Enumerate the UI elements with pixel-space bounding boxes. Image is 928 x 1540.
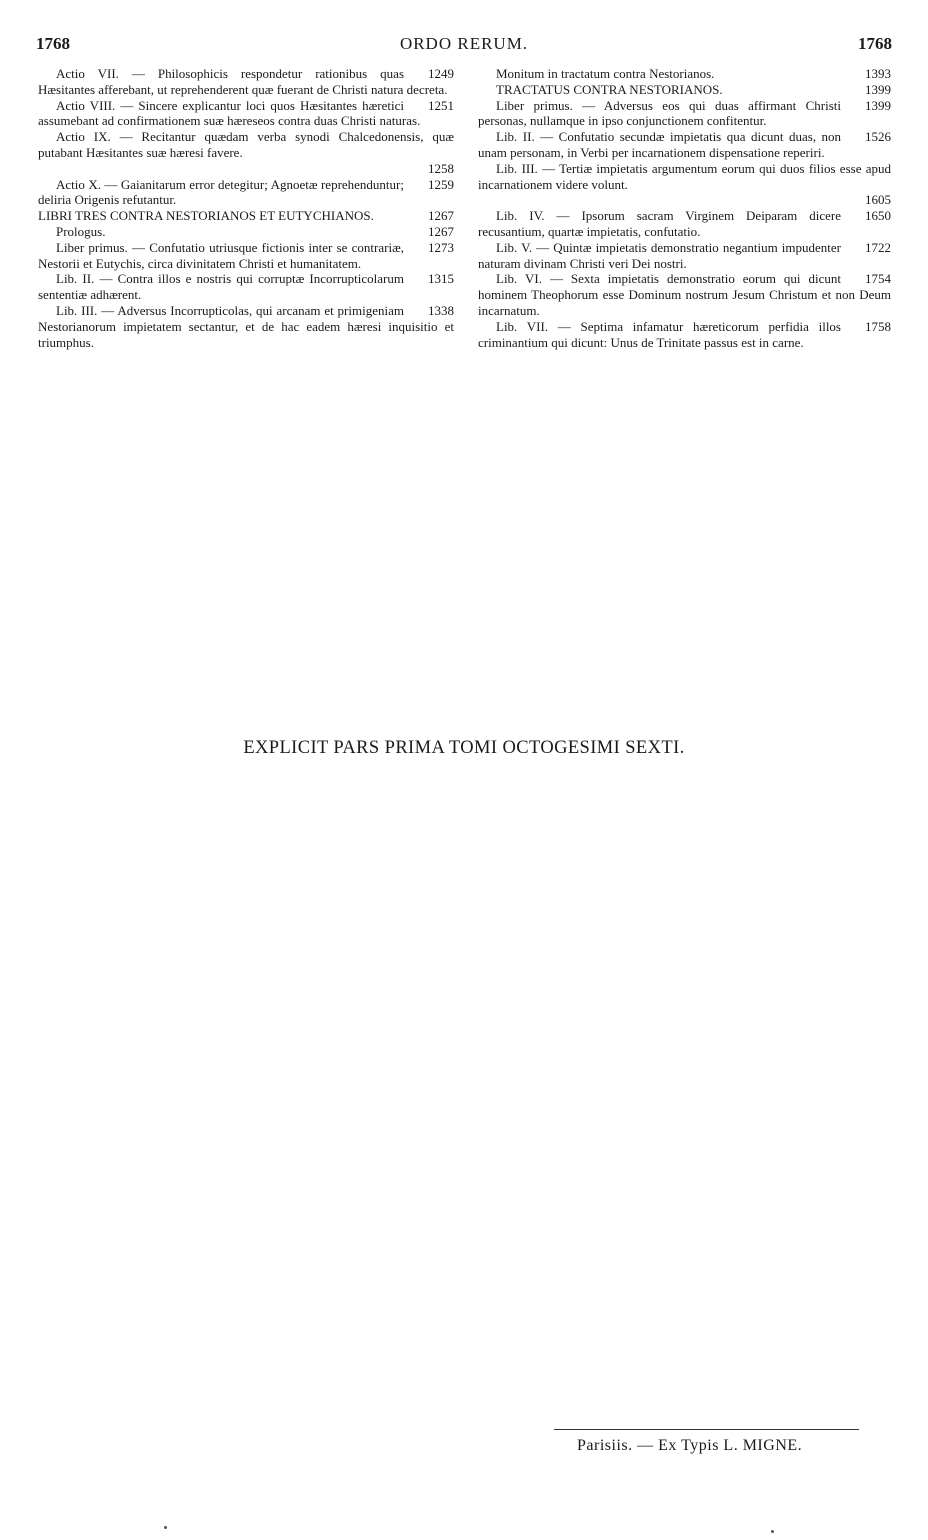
toc-page-number: 1273 xyxy=(428,239,454,255)
toc-entry xyxy=(478,319,891,351)
toc-page-number: 1399 xyxy=(865,81,891,97)
toc-page-number: 1258 xyxy=(428,160,454,176)
imprint-rule xyxy=(554,1429,859,1430)
column-number-right: 1768 xyxy=(858,34,892,53)
column-number-left: 1768 xyxy=(36,34,70,53)
toc-page-number: 1650 xyxy=(865,208,891,224)
toc-page-number: 1267 xyxy=(428,223,454,239)
toc-entry xyxy=(38,98,454,130)
toc-entry-text: Liber primus. — Adversus eos qui duas affirmant Christi personas, nullamque in ipso conjunctionem confitentur. xyxy=(478,97,841,129)
toc-entry-text: Prologus. xyxy=(56,223,106,239)
toc-page-number: 1526 xyxy=(865,129,891,145)
toc-entry-text: Lib. III. — Tertiæ impietatis argumentum eorum qui duos filios esse apud incarnationem videre volunt. xyxy=(478,160,891,192)
toc-page-number: 1249 xyxy=(428,66,454,81)
toc-entry xyxy=(478,66,891,82)
printer-imprint: Parisiis. — Ex Typis L. MIGNE. xyxy=(577,1437,803,1454)
toc-entry-text: Lib. V. — Quintæ impietatis demonstratio negantium impudenter naturam divinam Christi veri Dei nostri. xyxy=(478,239,841,271)
toc-entry xyxy=(38,66,454,98)
toc-entry xyxy=(38,224,454,240)
toc-page-number: 1315 xyxy=(428,271,454,287)
toc-entry-text: LIBRI TRES CONTRA NESTORIANOS ET EUTYCHIANOS. xyxy=(38,208,374,224)
toc-entry xyxy=(38,303,454,350)
print-speck xyxy=(164,1526,167,1529)
toc-entry-text: Lib. IV. — Ipsorum sacram Virginem Deiparam dicere recusantium, quartæ impietatis, confutatio. xyxy=(478,208,841,239)
toc-entry xyxy=(478,98,891,130)
toc-page-number: 1267 xyxy=(428,208,454,224)
toc-entry-text: Actio IX. — Recitantur quædam verba synodi Chalcedonensis, quæ putabant Hæsitantes suæ hæresi favere. xyxy=(38,129,454,160)
toc-entry-text: Lib. III. — Adversus Incorrupticolas, qui arcanam et primigeniam Nestorianorum impietatem sectantur, et de hac eadem hæresi inquisitio et triumphus. xyxy=(38,302,454,350)
toc-entry-text: Monitum in tractatum contra Nestorianos. xyxy=(496,66,715,81)
running-header xyxy=(36,34,892,58)
toc-entry xyxy=(478,161,891,208)
left-column xyxy=(38,66,454,350)
toc-entry-text: Lib. VI. — Sexta impietatis demonstratio eorum qui dicunt hominem Theophorum esse Dominum nostrum Jesum Christum et non Deum incarnatum. xyxy=(478,271,891,318)
toc-entry-text: Actio X. — Gaianitarum error detegitur; Agnoetæ reprehenduntur; deliria Origenis refutantur. xyxy=(38,176,404,208)
toc-entry-text: Actio VII. — Philosophicis respondetur rationibus quas Hæsitantes afferebant, ut reprehenderent quæ fuerant de Christi natura decreta. xyxy=(38,66,448,97)
explicit-line: EXPLICIT PARS PRIMA TOMI OCTOGESIMI SEXTI. xyxy=(243,738,685,758)
toc-entry xyxy=(38,271,454,303)
toc-page-number: 1605 xyxy=(865,192,891,208)
toc-page-number: 1722 xyxy=(865,239,891,255)
toc-entry xyxy=(38,129,454,176)
toc-page-number: 1754 xyxy=(865,271,891,287)
toc-page-number: 1393 xyxy=(865,66,891,81)
toc-entry-text: Lib. II. — Contra illos e nostris qui corruptæ Incorrupticolarum sententiæ adhærent. xyxy=(38,271,404,303)
toc-entry xyxy=(38,208,454,224)
toc-entry-text: Actio VIII. — Sincere explicantur loci quos Hæsitantes hæretici assumebant ad confirmationem suæ hæreseos contra duas Christi naturas. xyxy=(38,97,421,129)
toc-entry xyxy=(38,177,454,209)
toc-page-number: 1259 xyxy=(428,176,454,192)
right-column xyxy=(478,66,891,350)
toc-entry-text: TRACTATUS CONTRA NESTORIANOS. xyxy=(496,81,723,97)
toc-page-number: 1399 xyxy=(865,97,891,113)
toc-entry xyxy=(478,271,891,318)
toc-page-number: 1338 xyxy=(428,302,454,318)
page-title: ORDO RERUM. xyxy=(399,34,529,53)
toc-entry xyxy=(478,82,891,98)
toc-page-number: 1758 xyxy=(865,318,891,334)
toc-entry xyxy=(478,129,891,161)
toc-entry xyxy=(478,240,891,272)
toc-entry xyxy=(38,240,454,272)
toc-page-number: 1251 xyxy=(428,97,454,113)
toc-entry xyxy=(478,208,891,240)
toc-entry-text: Lib. II. — Confutatio secundæ impietatis qua dicunt duas, non unam personam, in Verbi per incarnationem dispensatione reperiri. xyxy=(478,129,841,160)
print-speck xyxy=(771,1530,774,1533)
toc-entry-text: Lib. VII. — Septima infamatur hæreticorum perfidia illos criminantium qui dicunt: Unus de Trinitate passus est in carne. xyxy=(478,318,841,350)
toc-entry-text: Liber primus. — Confutatio utriusque fictionis inter se contrariæ, Nestorii et Eutychis, circa divinitatem Christi et humanitatem. xyxy=(38,239,404,271)
